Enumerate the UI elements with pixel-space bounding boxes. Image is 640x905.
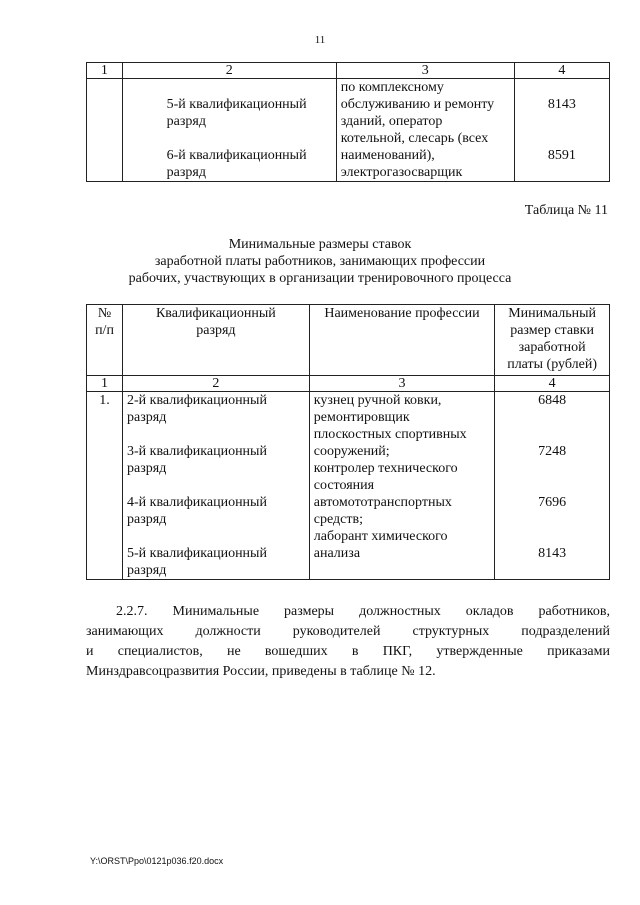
- header-rate: Минимальный размер ставки заработной платы (рублей): [495, 305, 610, 376]
- col-number: 3: [336, 63, 514, 79]
- table-11: [86, 304, 610, 580]
- profession-line: автомототранспортных: [313, 495, 452, 510]
- profession-line: состояния: [313, 478, 375, 493]
- profession-cell: [309, 392, 494, 580]
- header-grade: Квалификационный разряд: [123, 305, 310, 376]
- column-number-row: [87, 63, 610, 79]
- rate-cell: [495, 392, 610, 580]
- column-number-row: [87, 376, 610, 392]
- empty-cell: [87, 79, 123, 182]
- grade-cell: [122, 79, 336, 182]
- header-row: [87, 305, 610, 376]
- row-number: 1.: [87, 392, 123, 580]
- col-number: 3: [309, 376, 494, 392]
- profession-line: средств;: [313, 512, 363, 527]
- profession-line: плоскостных спортивных: [313, 427, 467, 442]
- grade-label: 5-й квалификационный разряд: [127, 546, 267, 578]
- col-number: 2: [123, 376, 310, 392]
- col-number: 1: [87, 376, 123, 392]
- table-caption: Таблица № 11: [524, 203, 608, 218]
- profession-line: контролер технического: [313, 461, 458, 476]
- paragraph-line: и специалистов, не вошедших в ПКГ, утвержденные приказами: [86, 644, 610, 659]
- rate-value: 8591: [547, 148, 576, 163]
- continuation-table: [86, 62, 610, 182]
- grade-cell: [123, 392, 310, 580]
- profession-line: кузнец ручной ковки,: [313, 393, 442, 408]
- profession-line: лаборант химического: [313, 529, 448, 544]
- col-number: 4: [514, 63, 609, 79]
- profession-line: сооружений;: [313, 444, 390, 459]
- rate-value: 8143: [538, 546, 567, 561]
- title-line: Минимальные размеры ставок: [228, 237, 412, 252]
- rate-value: 7696: [538, 495, 567, 510]
- col-number: 1: [87, 63, 123, 79]
- body-paragraph: [86, 602, 610, 682]
- header-profession: Наименование профессии: [309, 305, 494, 376]
- grade-label: 6-й квалификационный разряд: [166, 148, 307, 180]
- title-line: рабочих, участвующих в организации тренировочного процесса: [128, 271, 512, 286]
- profession-line: анализа: [313, 546, 361, 561]
- grade-label: 4-й квалификационный разряд: [127, 495, 267, 527]
- col-number: 4: [495, 376, 610, 392]
- profession-line: ремонтировщик: [313, 410, 410, 425]
- profession-cell: по комплексному обслуживанию и ремонту зданий, оператор котельной, слесарь (всех наименований), электрогазосварщик: [336, 79, 514, 182]
- rate-value: 7248: [538, 444, 567, 459]
- rate-value: 6848: [538, 393, 567, 408]
- grade-label: 3-й квалификационный разряд: [127, 444, 267, 476]
- table-title: [0, 236, 640, 287]
- table-row: [87, 79, 610, 182]
- table-row: [87, 392, 610, 580]
- file-path-footer: Y:\ORST\Ppo\0121p036.f20.docx: [90, 856, 224, 866]
- page-number: 11: [314, 34, 326, 46]
- paragraph-line: занимающих должности руководителей структурных подразделений: [86, 624, 610, 639]
- title-line: заработной платы работников, занимающих профессии: [154, 254, 486, 269]
- grade-label: 2-й квалификационный разряд: [127, 393, 267, 425]
- col-number: 2: [122, 63, 336, 79]
- paragraph-line: 2.2.7. Минимальные размеры должностных окладов работников,: [116, 604, 610, 619]
- grade-label: 5-й квалификационный разряд: [166, 97, 307, 129]
- header-number: № п/п: [87, 305, 123, 376]
- rate-cell: [514, 79, 609, 182]
- paragraph-line: Минздравсоцразвития России, приведены в таблице № 12.: [86, 664, 436, 679]
- rate-value: 8143: [547, 97, 576, 112]
